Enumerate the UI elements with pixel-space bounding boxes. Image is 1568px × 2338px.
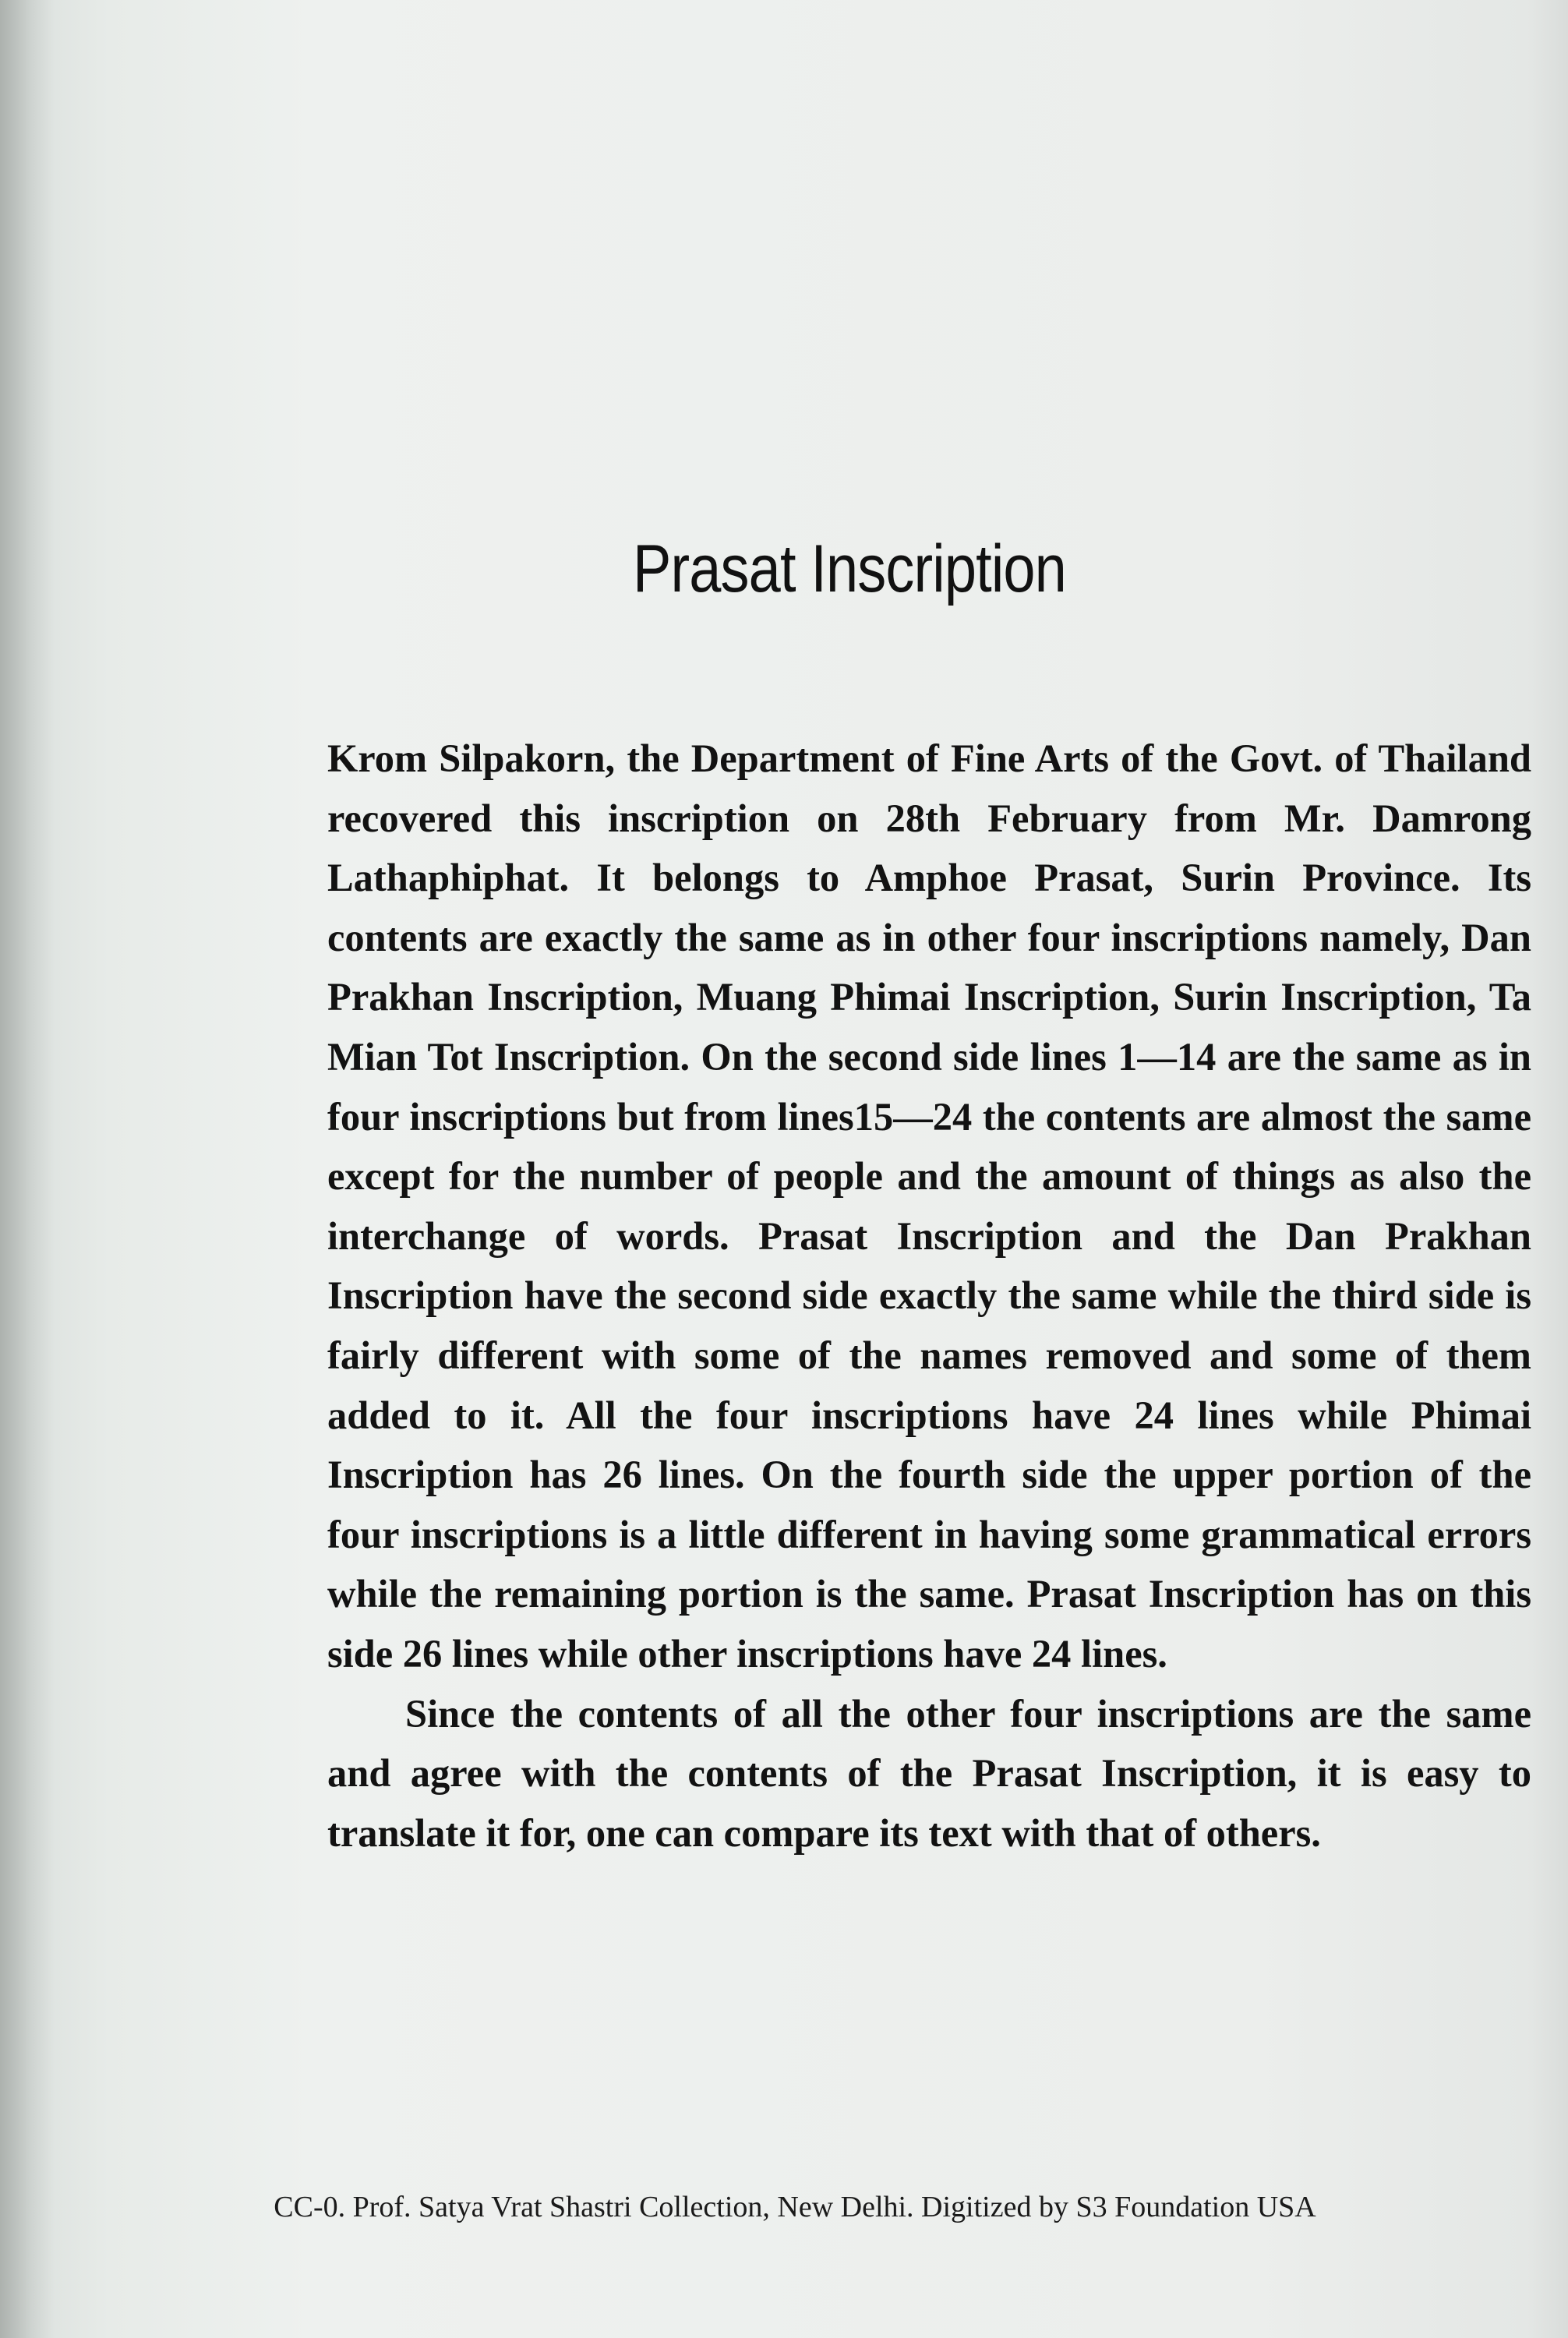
footer-text: CC-0. Prof. Satya Vrat Shastri Collection, New Delhi. Digitized by S3 Foundation USA	[274, 2191, 1316, 2223]
spine-shadow	[0, 0, 55, 2338]
paragraph-1: Krom Silpakorn, the Department of Fine Arts of the Govt. of Thailand recovered this inscription on 28th February from Mr. Damrong Lathaphiphat. It belongs to Amphoe Prasat, Surin Province. Its contents are exactly the same as in other four inscriptions namely, Dan Prakhan Inscription, Muang Phimai Inscription, Surin Inscription, Ta Mian Tot Inscription. On the second side lines 1—14 are the same as in four inscriptions but from lines15—24 the contents are almost the same except for the number of people and the amount of things as also the interchange of words. Prasat Inscription and the Dan Prakhan Inscription have the second side exactly the same while the third side is fairly different with some of the names removed and some of them added to it. All the four inscriptions have 24 lines while Phimai Inscription has 26 lines. On the fourth side the upper portion of the four inscriptions is a little different in having some grammatical errors while the remaining portion is the same. Prasat Inscription has on this side 26 lines while other inscriptions have 24 lines.	[327, 736, 1531, 1676]
page-title: Prasat Inscription	[633, 532, 1066, 606]
paragraph-2: Since the contents of all the other four inscriptions are the same and agree with the contents of the Prasat Inscription, it is easy to translate it for, one can compare its text with that of others.	[327, 1691, 1531, 1855]
digitization-footer	[0, 2190, 1568, 2224]
body-text	[327, 729, 1531, 1863]
